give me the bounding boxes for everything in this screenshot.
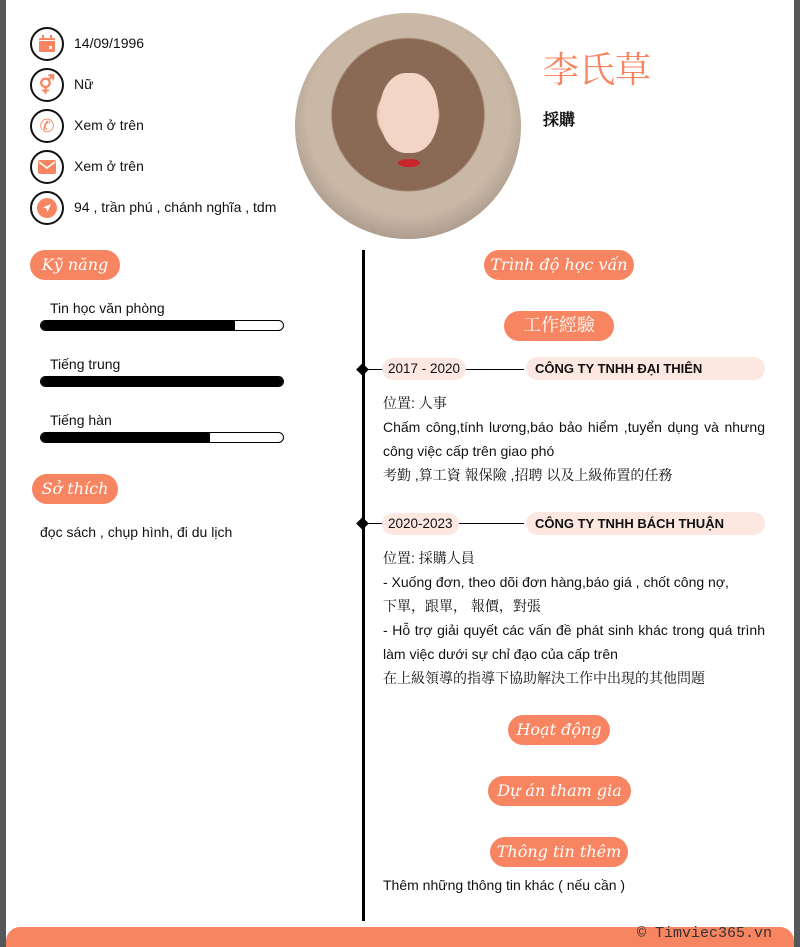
experience-company: CÔNG TY TNHH ĐẠI THIÊN: [526, 357, 765, 380]
activities-heading: Hoạt động: [508, 715, 610, 745]
experience-years: 2017 - 2020: [382, 358, 466, 380]
phone: Xem ở trên: [74, 117, 144, 133]
hobbies-heading: Sở thích: [32, 474, 118, 504]
projects-heading: Dự án tham gia: [488, 776, 631, 806]
address: 94 , trần phú , chánh nghĩa , tdm: [74, 199, 277, 215]
birthdate: 14/09/1996: [74, 35, 145, 51]
detail-line: 位置: 採購人員: [383, 550, 475, 566]
detail-line: 在上級領導的指導下協助解決工作中出現的其他問題: [383, 670, 705, 686]
extra-info-text: Thêm những thông tin khác ( nếu cần ): [383, 877, 626, 893]
experience-heading: 工作經驗: [504, 311, 614, 341]
footer-copyright: © Timviec365.vn: [636, 925, 772, 942]
gender-icon: ⚥: [30, 68, 64, 102]
candidate-name: 李氏草: [543, 49, 652, 90]
skill-bar: [40, 432, 284, 443]
footer-bar: [6, 927, 794, 947]
extra-info-heading: Thông tin thêm: [490, 837, 628, 867]
timeline-divider: [362, 250, 365, 921]
skill-bar: [40, 320, 284, 331]
calendar-icon: [30, 27, 64, 61]
detail-line: - Xuống đơn, theo dõi đơn hàng,báo giá , chốt công nợ,: [383, 574, 729, 590]
email: Xem ở trên: [74, 158, 144, 174]
experience-company: CÔNG TY TNHH BÁCH THUẬN: [526, 512, 765, 535]
detail-line: - Hỗ trợ giải quyết các vấn đề phát sinh khác trong quá trình làm việc dưới sự chỉ đạo của cấp trên: [383, 622, 765, 662]
skill-label: Tin học văn phòng: [50, 300, 165, 316]
location-icon: [30, 191, 64, 225]
skill-label: Tiếng trung: [50, 356, 121, 372]
cv-page: [6, 0, 794, 947]
hobbies-text: đọc sách , chụp hình, đi du lịch: [40, 524, 233, 540]
experience-details: [383, 546, 765, 690]
profile-photo: [295, 13, 521, 239]
job-title: 採購: [543, 112, 576, 129]
detail-line: 下單，跟單， 報價，對張: [383, 598, 541, 614]
gender: Nữ: [74, 76, 94, 92]
skills-heading: Kỹ năng: [30, 250, 120, 280]
skill-label: Tiếng hàn: [50, 412, 112, 428]
skill-bar: [40, 376, 284, 387]
experience-details: [383, 391, 765, 487]
email-icon: [30, 150, 64, 184]
detail-line: 考勤 ,算工資 報保險 ,招聘 以及上級佈置的任務: [383, 467, 673, 483]
detail-line: Chấm công,tính lương,báo bảo hiểm ,tuyển dụng và nhưng công việc cấp trên giao phó: [383, 419, 765, 459]
education-heading: Trình độ học vấn: [484, 250, 634, 280]
detail-line: 位置: 人事: [383, 395, 447, 411]
phone-icon: ✆: [30, 109, 64, 143]
experience-years: 2020-2023: [382, 513, 459, 535]
